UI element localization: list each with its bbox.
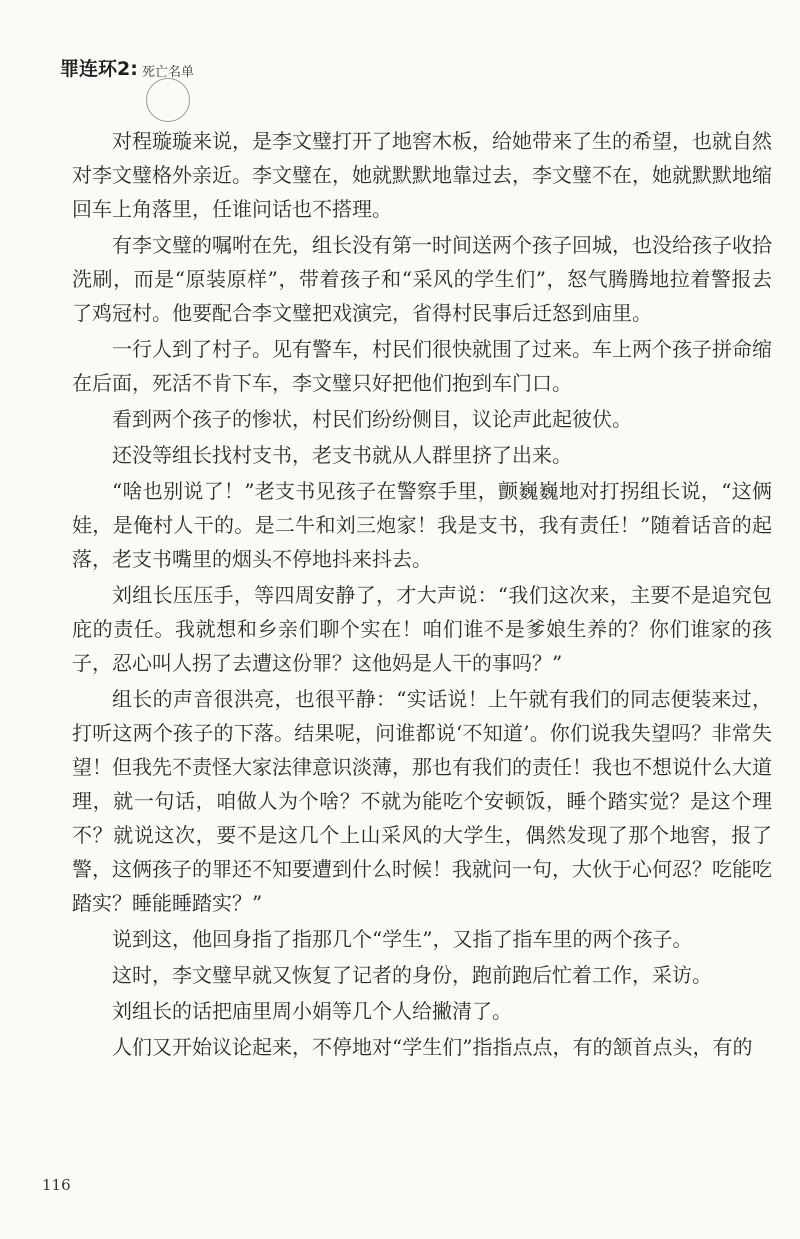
paragraph: 有李文璧的嘱咐在先，组长没有第一时间送两个孩子回城，也没给孩子收拾洗刷，而是“原装原样”，带着孩子和“采风的学生们”，怒气腾腾地拉着警报去了鸡冠村。他要配合李文璧把戏演完，省得村民事后迁怒到庙里。: [72, 233, 772, 325]
paragraph: 对程璇璇来说，是李文璧打开了地窖木板，给她带来了生的希望，也就自然对李文璧格外亲近。李文璧在，她就默默地靠过去，李文璧不在，她就默默地缩回车上角落里，任谁问话也不搭理。: [72, 129, 772, 221]
paragraph: 人们又开始议论起来，不停地对“学生们”指指点点，有的颔首点头，有的: [112, 1035, 753, 1059]
book-subtitle: 死亡名单: [142, 65, 195, 80]
paragraph: 这时，李文璧早就又恢复了记者的身份，跑前跑后忙着工作，采访。: [112, 963, 712, 987]
paragraph: 还没等组长找村支书，老支书就从人群里挤了出来。: [112, 443, 572, 467]
header-decorative-circle: [146, 78, 190, 122]
paragraph: “啥也别说了！”老支书见孩子在警察手里，颤巍巍地对打拐组长说，“这俩娃，是俺村人干的。是二牛和刘三炮家！我是支书，我有责任！”随着话音的起落，老支书嘴里的烟头不停地抖来抖去。: [72, 479, 772, 571]
paragraph: 组长的声音很洪亮，也很平静：“实话说！上午就有我们的同志便装来过，打听这两个孩子的下落。结果呢，问谁都说‘不知道’。你们说我失望吗？非常失望！但我先不责怪大家法律意识淡薄，那也有我们的责任！我也不想说什么大道理，就一句话，咱做人为个啥？不就为能吃个安顿饭，睡个踏实觉？是这个理不？就说这次，要不是这几个上山采风的大学生，偶然发现了那个地窖，报了警，这俩孩子的罪还不知要遭到什么时候！我就问一句，大伙于心何忍？吃能吃踏实？睡能睡踏实？”: [72, 687, 772, 915]
paragraph: 刘组长压压手，等四周安静了，才大声说：“我们这次来，主要不是追究包庇的责任。我就想和乡亲们聊个实在！咱们谁不是爹娘生养的？你们谁家的孩子，忍心叫人拐了去遭这份罪？这他妈是人干的事吗？”: [72, 583, 772, 675]
paragraph: 说到这，他回身指了指那几个“学生”，又指了指车里的两个孩子。: [112, 927, 693, 951]
paragraph: 看到两个孩子的惨状，村民们纷纷侧目，议论声此起彼伏。: [112, 407, 632, 431]
paragraph: 一行人到了村子。见有警车，村民们很快就围了过来。车上两个孩子拼命缩在后面，死活不肯下车，李文璧只好把他们抱到车门口。: [72, 337, 772, 395]
series-title: 罪连环2:: [60, 58, 138, 80]
paragraph: 刘组长的话把庙里周小娟等几个人给撇清了。: [112, 999, 512, 1023]
page-number: 116: [42, 1176, 71, 1194]
body-text: [72, 124, 772, 1066]
